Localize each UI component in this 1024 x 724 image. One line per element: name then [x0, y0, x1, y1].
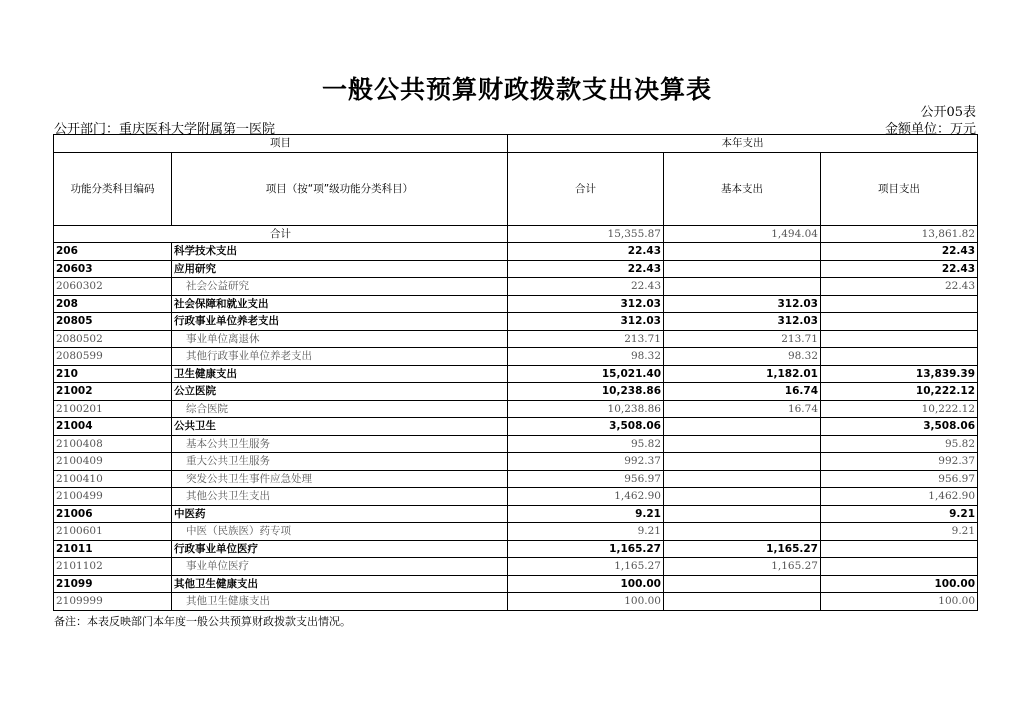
total-project: 13,861.82 [821, 225, 978, 243]
row-total: 312.03 [508, 295, 664, 313]
row-code: 208 [54, 295, 172, 313]
row-code: 2100201 [54, 400, 172, 418]
header-total: 合计 [508, 152, 664, 225]
row-total: 22.43 [508, 243, 664, 261]
row-name: 突发公共卫生事件应急处理 [172, 470, 508, 488]
page-title: 一般公共预算财政拨款支出决算表 [321, 75, 712, 104]
row-basic: 1,182.01 [664, 365, 821, 383]
row-project: 22.43 [821, 260, 978, 278]
row-project: 22.43 [821, 278, 978, 296]
amount-unit-label: 金额单位：万元 [884, 122, 976, 137]
row-total: 9.21 [508, 523, 664, 541]
row-code: 2080502 [54, 330, 172, 348]
row-basic [664, 435, 821, 453]
table-row [54, 418, 978, 436]
table-row [54, 453, 978, 471]
row-name: 行政事业单位养老支出 [172, 313, 508, 331]
row-code: 2100408 [54, 435, 172, 453]
row-name: 基本公共卫生服务 [172, 435, 508, 453]
table-row [54, 295, 978, 313]
row-name: 其他行政事业单位养老支出 [172, 348, 508, 366]
row-basic: 16.74 [664, 383, 821, 401]
row-name: 其他公共卫生支出 [172, 488, 508, 506]
row-code: 21011 [54, 540, 172, 558]
row-total: 3,508.06 [508, 418, 664, 436]
department-label: 公开部门：重庆医科大学附属第一医院 [54, 122, 276, 137]
row-basic [664, 488, 821, 506]
row-code: 21002 [54, 383, 172, 401]
row-project: 22.43 [821, 243, 978, 261]
row-project: 100.00 [821, 593, 978, 611]
row-code: 2109999 [54, 593, 172, 611]
table-row [54, 243, 978, 261]
row-total: 992.37 [508, 453, 664, 471]
row-total: 100.00 [508, 575, 664, 593]
header-row-group [54, 135, 978, 153]
table-row [54, 383, 978, 401]
row-code: 2100409 [54, 453, 172, 471]
row-total: 9.21 [508, 505, 664, 523]
row-total: 95.82 [508, 435, 664, 453]
row-project: 9.21 [821, 505, 978, 523]
row-basic [664, 260, 821, 278]
row-total: 15,021.40 [508, 365, 664, 383]
row-project [821, 540, 978, 558]
row-project: 10,222.12 [821, 400, 978, 418]
row-total: 10,238.86 [508, 383, 664, 401]
row-code: 21004 [54, 418, 172, 436]
row-project: 13,839.39 [821, 365, 978, 383]
table-row [54, 313, 978, 331]
row-basic [664, 453, 821, 471]
header-code: 功能分类科目编码 [54, 152, 172, 225]
row-name: 事业单位离退休 [172, 330, 508, 348]
row-project [821, 330, 978, 348]
table-row [54, 523, 978, 541]
row-basic [664, 243, 821, 261]
row-project: 10,222.12 [821, 383, 978, 401]
row-basic: 16.74 [664, 400, 821, 418]
table-row [54, 260, 978, 278]
row-project [821, 295, 978, 313]
row-name: 行政事业单位医疗 [172, 540, 508, 558]
row-name: 应用研究 [172, 260, 508, 278]
header-row-columns [54, 152, 978, 225]
row-name: 重大公共卫生服务 [172, 453, 508, 471]
footnote: 备注：本表反映部门本年度一般公共预算财政拨款支出情况。 [54, 615, 351, 628]
row-code: 206 [54, 243, 172, 261]
row-basic: 213.71 [664, 330, 821, 348]
row-total: 100.00 [508, 593, 664, 611]
table-row [54, 348, 978, 366]
row-code: 2100601 [54, 523, 172, 541]
row-basic [664, 575, 821, 593]
total-label: 合计 [54, 225, 508, 243]
row-project [821, 313, 978, 331]
total-basic: 1,494.04 [664, 225, 821, 243]
row-project: 3,508.06 [821, 418, 978, 436]
row-name: 中医药 [172, 505, 508, 523]
row-basic [664, 418, 821, 436]
row-name: 事业单位医疗 [172, 558, 508, 576]
row-project: 100.00 [821, 575, 978, 593]
table-row [54, 400, 978, 418]
row-basic: 312.03 [664, 295, 821, 313]
header-project-group: 项目 [54, 135, 508, 153]
row-code: 21006 [54, 505, 172, 523]
row-basic [664, 505, 821, 523]
row-basic: 1,165.27 [664, 558, 821, 576]
row-code: 2060302 [54, 278, 172, 296]
row-name: 科学技术支出 [172, 243, 508, 261]
row-total: 1,165.27 [508, 558, 664, 576]
table-row [54, 365, 978, 383]
row-total: 10,238.86 [508, 400, 664, 418]
header-name: 项目（按“项”级功能分类科目） [172, 152, 508, 225]
row-total: 956.97 [508, 470, 664, 488]
row-total: 213.71 [508, 330, 664, 348]
row-name: 其他卫生健康支出 [172, 575, 508, 593]
row-name: 公共卫生 [172, 418, 508, 436]
row-basic [664, 593, 821, 611]
table-row [54, 540, 978, 558]
row-total: 22.43 [508, 278, 664, 296]
table-row [54, 435, 978, 453]
total-row [54, 225, 978, 243]
row-name: 社会公益研究 [172, 278, 508, 296]
row-code: 2080599 [54, 348, 172, 366]
table-row [54, 488, 978, 506]
row-name: 综合医院 [172, 400, 508, 418]
header-basic: 基本支出 [664, 152, 821, 225]
row-code: 20603 [54, 260, 172, 278]
table-row [54, 278, 978, 296]
row-total: 1,462.90 [508, 488, 664, 506]
row-total: 98.32 [508, 348, 664, 366]
row-name: 公立医院 [172, 383, 508, 401]
row-code: 21099 [54, 575, 172, 593]
row-total: 1,165.27 [508, 540, 664, 558]
row-basic [664, 278, 821, 296]
row-total: 312.03 [508, 313, 664, 331]
table-row [54, 575, 978, 593]
table-row [54, 593, 978, 611]
row-code: 20805 [54, 313, 172, 331]
table-row [54, 505, 978, 523]
table-row [54, 330, 978, 348]
row-name: 其他卫生健康支出 [172, 593, 508, 611]
row-project [821, 558, 978, 576]
row-basic [664, 470, 821, 488]
row-basic: 98.32 [664, 348, 821, 366]
row-code: 2100499 [54, 488, 172, 506]
row-project: 992.37 [821, 453, 978, 471]
row-basic: 1,165.27 [664, 540, 821, 558]
row-basic: 312.03 [664, 313, 821, 331]
row-code: 2101102 [54, 558, 172, 576]
row-code: 210 [54, 365, 172, 383]
row-total: 22.43 [508, 260, 664, 278]
row-name: 中医（民族医）药专项 [172, 523, 508, 541]
row-project: 1,462.90 [821, 488, 978, 506]
table-row [54, 470, 978, 488]
row-project: 9.21 [821, 523, 978, 541]
header-project: 项目支出 [821, 152, 978, 225]
row-project: 956.97 [821, 470, 978, 488]
header-current-year-group: 本年支出 [508, 135, 978, 153]
row-basic [664, 523, 821, 541]
row-project [821, 348, 978, 366]
row-name: 卫生健康支出 [172, 365, 508, 383]
form-number: 公开05表 [920, 105, 976, 120]
row-code: 2100410 [54, 470, 172, 488]
row-name: 社会保障和就业支出 [172, 295, 508, 313]
total-total: 15,355.87 [508, 225, 664, 243]
row-project: 95.82 [821, 435, 978, 453]
table-row [54, 558, 978, 576]
expenditure-table [53, 134, 978, 611]
